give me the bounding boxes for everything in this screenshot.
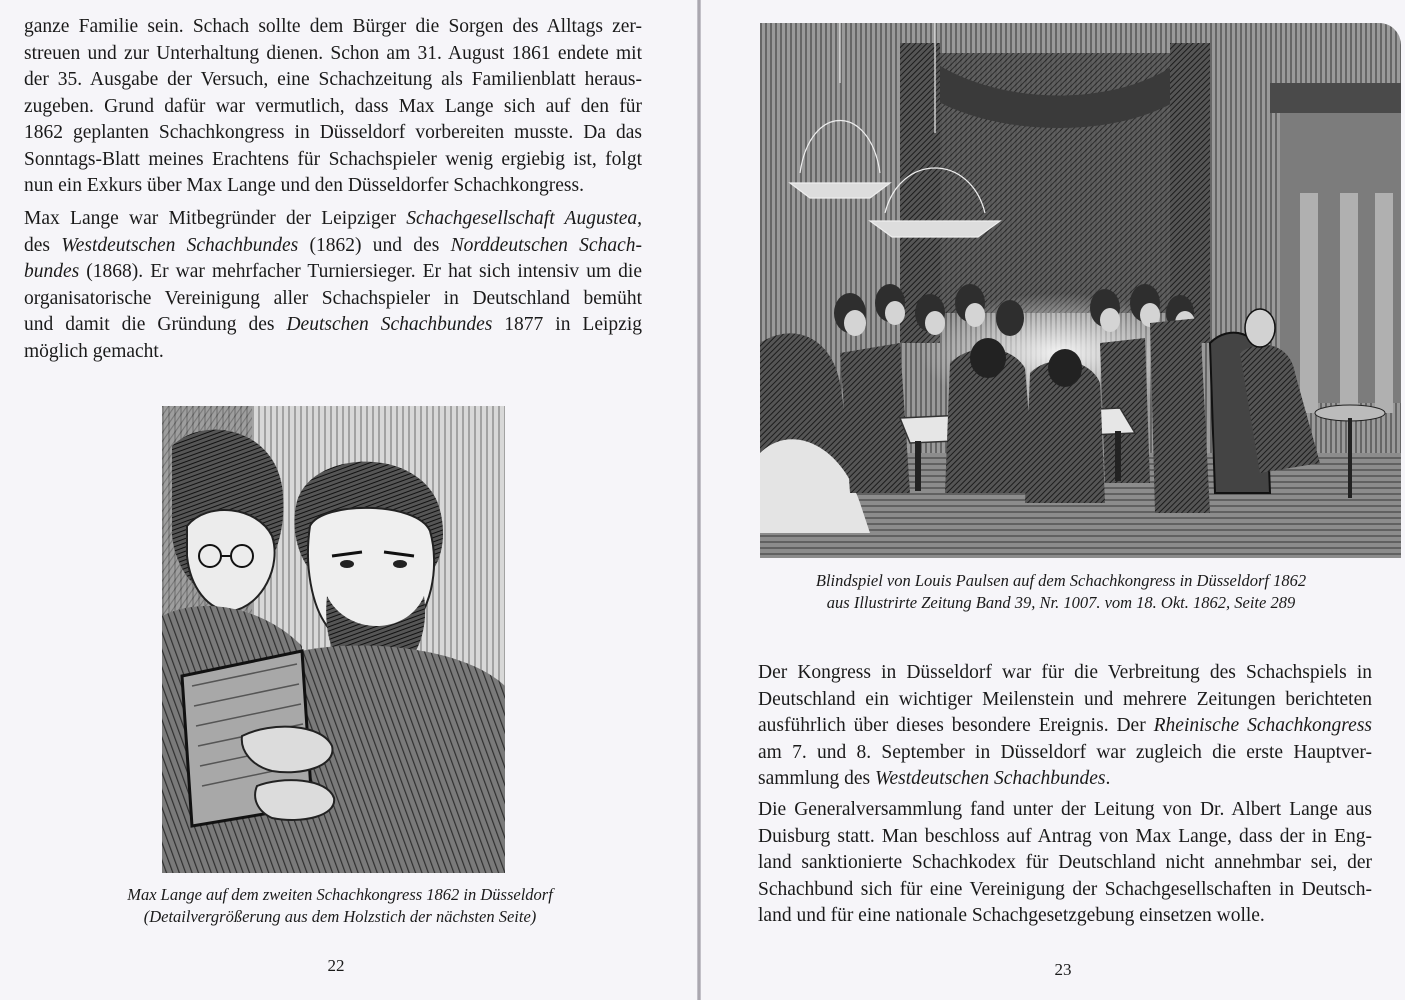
left-paragraph-1 <box>24 14 642 200</box>
right-page <box>701 0 1405 1000</box>
text-line: organisatorische Vereinigung aller Schachspieler in Deutschland bemüht <box>24 287 642 309</box>
caption-line: aus Illustrirte Zeitung Band 39, Nr. 1007. vom 18. Okt. 1862, Seite 289 <box>826 593 1296 612</box>
text-line: bundes (1868). Er war mehrfacher Turniersieger. Er hat sich intensiv um die <box>24 261 642 282</box>
portrait-illustration <box>162 406 505 873</box>
text-line: möglich gemacht. <box>24 340 164 362</box>
text-line: ganze Familie sein. Schach sollte dem Bürger die Sorgen des Alltags zer- <box>24 16 642 37</box>
text-line: des Westdeutschen Schachbundes (1862) und des Norddeutschen Schach- <box>24 234 642 256</box>
right-paragraph-2 <box>758 797 1372 930</box>
left-figure-caption <box>60 884 620 928</box>
engraving-illustration <box>760 23 1401 558</box>
right-paragraph-1 <box>758 660 1372 793</box>
text-line: Der Kongress in Düsseldorf war für die Verbreitung des Schachspiels in <box>758 662 1372 683</box>
caption-line: Blindspiel von Louis Paulsen auf dem Schachkongress in Düsseldorf 1862 <box>815 571 1307 590</box>
text-line: 1862 geplanten Schachkongress in Düsseldorf vorbereiten musste. Da das <box>24 122 642 143</box>
caption-line: (Detailvergrößerung aus dem Holzstich der nächsten Seite) <box>143 907 537 926</box>
text-line: der 35. Ausgabe der Versuch, eine Schachzeitung als Familienblatt heraus- <box>24 69 642 90</box>
left-page <box>0 0 697 1000</box>
text-line: Schachbund sich für eine Vereinigung der Schachgesellschaften in Deutsch- <box>758 878 1372 900</box>
text-line: Sonntags-Blatt meines Erachtens für Schachspieler wenig ergiebig ist, folgt <box>24 148 642 170</box>
text-line: land sanktionierte Schachkodex für Deutschland nicht annehmbar sei, der <box>758 852 1372 873</box>
text-line: ausführlich über dieses besondere Ereignis. Der Rheinische Schachkongress <box>758 715 1372 736</box>
left-paragraph-2 <box>24 206 642 365</box>
text-line: streuen und zur Unterhaltung dienen. Schon am 31. August 1861 endete mit <box>24 42 642 64</box>
text-line: land und für eine nationale Schachgesetzgebung einsetzen wolle. <box>758 905 1265 926</box>
right-figure-caption <box>761 570 1361 614</box>
text-line: Max Lange war Mitbegründer der Leipziger Schachgesellschaft Augustea, <box>24 208 643 229</box>
text-line: und damit die Gründung des Deutschen Schachbundes 1877 in Leipzig <box>24 314 642 335</box>
text-line: sammlung des Westdeutschen Schachbundes. <box>758 768 1111 789</box>
text-line: nun ein Exkurs über Max Lange und den Düsseldorfer Schachkongress. <box>24 175 584 196</box>
page-number: 22 <box>327 956 345 975</box>
chess-congress-engraving <box>760 23 1401 558</box>
text-line: Duisburg statt. Man beschloss auf Antrag von Max Lange, dass der in Eng- <box>758 825 1372 847</box>
portrait-engraving <box>162 406 505 873</box>
caption-line: Max Lange auf dem zweiten Schachkongress 1862 in Düsseldorf <box>127 885 553 904</box>
text-line: Deutschland ein wichtiger Meilenstein und mehrere Zeitungen berichteten <box>758 688 1372 710</box>
text-line: zugeben. Grund dafür war vermutlich, dass Max Lange sich auf den für <box>24 95 642 117</box>
text-line: am 7. und 8. September in Düsseldorf war zugleich die erste Hauptver- <box>758 741 1372 763</box>
page-number: 23 <box>1054 960 1072 979</box>
text-line: Die Generalversammlung fand unter der Leitung von Dr. Albert Lange aus <box>758 799 1372 820</box>
